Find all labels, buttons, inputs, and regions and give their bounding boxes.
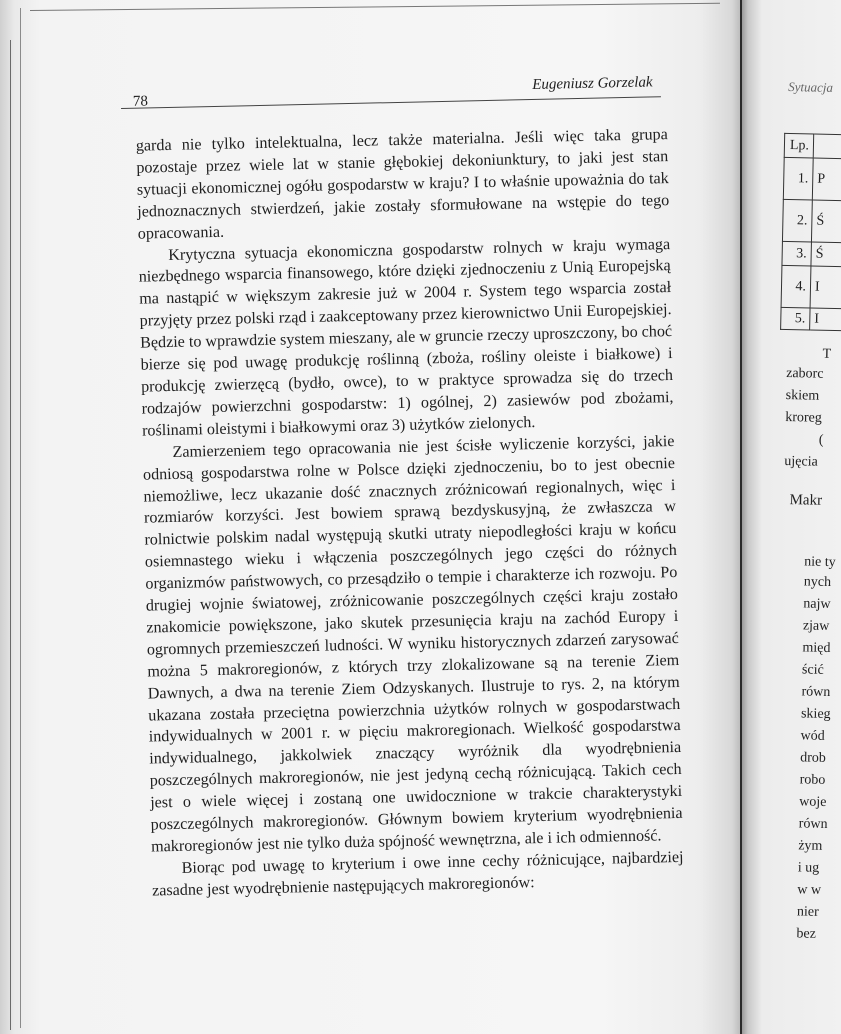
header-author: Eugeniusz Gorzelak — [532, 74, 653, 94]
paragraph: Biorąc pod uwagę to kryterium i owe inne cechy różnicujące, najbardziej zasadne jest wyodrębnienie następujących makroregionów: — [151, 848, 684, 900]
text-line: najw — [803, 596, 831, 612]
table-cell: I — [810, 266, 841, 309]
text-line: równ — [801, 684, 831, 700]
table-row — [781, 265, 841, 308]
text-line: kroreg — [785, 409, 822, 426]
table-row — [784, 133, 841, 158]
text-line: nych — [803, 574, 832, 590]
table-row — [783, 157, 841, 200]
text-line: nier — [796, 904, 819, 920]
table-cell: Lp. — [784, 133, 813, 158]
paragraph: Zamierzeniem tego opracowania nie jest ścisłe wyliczenie korzyści, jakie odniosą gospodarstwa rolne w Polsce dzięki zjednoczeniu, bo to jest obecnie niemożliwe, lecz ukazanie dość znacznych zróżnicowań regionalnych, więc i rozmiarów korzyści. Jest bowiem sprawą bezdyskusyjną, że zwłaszcza w rolnictwie polskim nadal występują skutki utraty niepodległości kraju w końcu osiemnastego wieku i włączenia poszczególnych jego części do różnych organizmów państwowych, co przesądziło o tempie i charakterze ich rozwoju. Po drugiej wojnie światowej, zróżnicowanie poszczególnych części kraju zostało znakomicie powiększone, jako skutek przesunięcia kraju na zachód Europy i ogromnych przemieszczeń ludności. W wyniku historycznych zdarzeń zarysować można 5 makroregionów, z których trzy zlokalizowane są na terenie Ziem Dawnych, a dwa na terenie Ziem Odzyskanych. Ilustruje to rys. 2, na którym ukazana została przeciętna powierzchnia użytków rolnych w gospodarstwach indywidualnych w 2001 r. w pięciu makroregionach. Wielkość gospodarstwa indywidualnego, jakkolwiek znaczący wyróżnik dla wyodrębnienia poszczególnych makroregionów, nie jest jedyną cechą różnicującą. Takich cech jest o wiele więcej i zostaną one uwidocznione w trakcie charakterystyki poszczególnych makroregionów. Głównym bowiem kryterium wyodrębnienia makroregionów jest nie tylko duża spójność wewnętrzna, ale i ich odmienność. — [142, 432, 683, 856]
table-cell: 2. — [782, 199, 812, 242]
table-cell: I — [810, 308, 841, 331]
text-line: Makr — [789, 492, 823, 509]
body-text — [136, 124, 685, 902]
page-number: 78 — [132, 93, 149, 110]
right-page-heading: Sytuacja — [788, 78, 834, 95]
table-row — [782, 199, 841, 242]
text-line: drob — [799, 750, 826, 766]
text-line: w w — [797, 882, 822, 898]
text-line: zaborc — [786, 366, 824, 382]
text-line: bez — [796, 926, 817, 942]
table-cell — [813, 134, 841, 159]
text-line: ujęcia — [784, 453, 818, 470]
text-line: międ — [802, 640, 831, 656]
text-line: skieg — [800, 706, 831, 723]
text-line: ( — [818, 432, 824, 448]
page-content — [120, 48, 700, 960]
table-cell: 5. — [781, 307, 810, 330]
text-line: T — [822, 346, 832, 362]
table-row — [781, 307, 841, 330]
right-page-content — [742, 0, 841, 1034]
text-line: zjaw — [802, 618, 830, 634]
text-line: skiem — [785, 388, 820, 404]
table-cell: Ś — [811, 242, 841, 267]
right-page — [742, 0, 841, 1034]
table-cell: P — [812, 158, 841, 201]
text-line: żym — [798, 838, 823, 854]
table-row — [782, 241, 841, 266]
text-line: i ug — [797, 860, 820, 876]
paragraph: Krytyczna sytuacja ekonomiczna gospodarstw rolnych w kraju wymaga niezbędnego wsparcia finansowego, które dzięki zjednoczeniu z Unią Europejską ma nastąpić w większym zakresie już w 2004 r. System tego wsparcia został przyjęty przez polski rząd i zaakceptowany przez kierownictwo Unii Europejskiej. Będzie to wprawdzie system mieszany, ale w gruncie rzeczy uproszczony, bo choć bierze się pod uwagę produkcję roślinną (zboża, rośliny oleiste i białkowe) i produkcję zwierzęcą (bydło, owce), to w praktyce sprowadza się do trzech rodzajów powierzchni gospodarstw: 1) ogólnej, 2) zasiewów pod zbożami, roślinami oleistymi i białkowymi oraz 3) użytków zielonych. — [138, 235, 674, 440]
text-line: nie ty — [804, 554, 836, 571]
table-cell: 1. — [783, 157, 813, 200]
right-page-lines — [742, 345, 836, 942]
table-cell: 3. — [782, 241, 811, 266]
text-line: równ — [798, 816, 828, 832]
text-line: ścić — [801, 662, 824, 678]
right-page-table — [780, 133, 841, 331]
page-edge-line — [30, 3, 720, 11]
page-edge-line — [20, 8, 21, 1028]
text-line: woje — [799, 794, 827, 810]
table-cell: Ś — [811, 200, 841, 243]
text-line: wód — [800, 728, 825, 744]
running-header — [121, 74, 661, 109]
text-line: robo — [799, 772, 826, 788]
table-cell: 4. — [781, 265, 811, 308]
page-edge-line — [10, 40, 11, 1030]
paragraph: garda nie tylko intelektualna, lecz także materialna. Jeśli więc taka grupa pozostaje przez wiele lat w stanie głębokiej dekoniunktury, to jaki jest stan sytuacji ekonomicznej ogółu gospodarstw w kraju? I to właśnie upoważnia do tak jednoznacznych stwierdzeń, jakie zostały sformułowane na wstępie do tego opracowania. — [135, 126, 670, 243]
